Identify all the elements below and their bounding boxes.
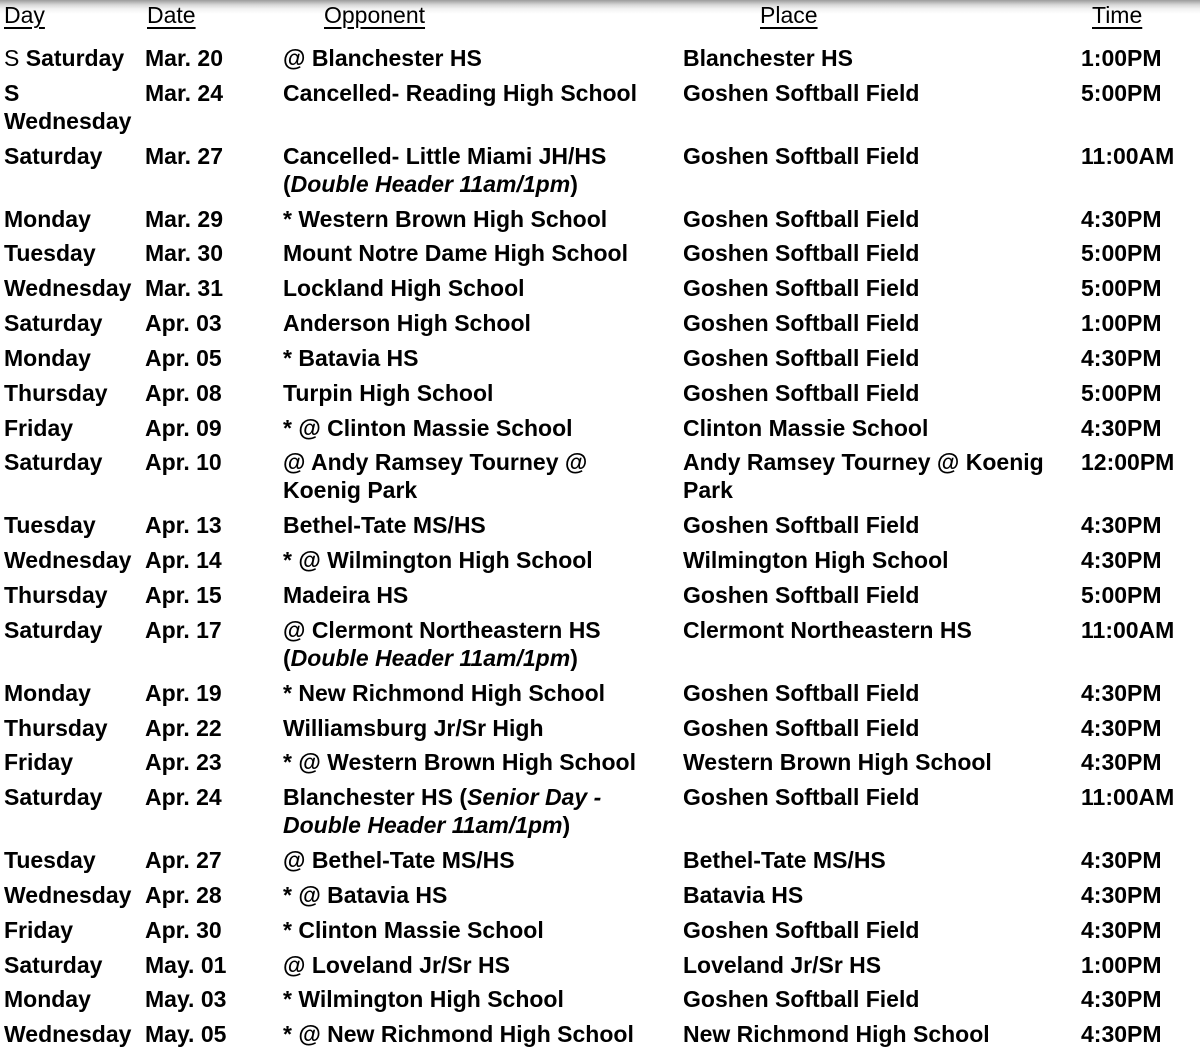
opponent-cell bbox=[283, 414, 683, 442]
date-cell: Apr. 10 bbox=[145, 449, 222, 476]
schedule-row bbox=[4, 239, 1200, 267]
text-run: Double Header 11am/1pm bbox=[290, 644, 571, 671]
text-run: Anderson High School bbox=[283, 310, 531, 337]
text-run: @ Blanchester HS bbox=[283, 45, 482, 71]
date-cell: Apr. 09 bbox=[145, 414, 222, 441]
schedule-row bbox=[4, 44, 1200, 72]
time-cell: 4:30PM bbox=[1081, 547, 1162, 574]
time-cell: 11:00AM bbox=[1081, 784, 1175, 811]
day-cell bbox=[4, 379, 145, 407]
time-cell: 5:00PM bbox=[1081, 379, 1162, 406]
date-cell: Mar. 27 bbox=[145, 142, 223, 169]
time-cell: 4:30PM bbox=[1081, 414, 1162, 441]
text-run: * @ Batavia HS bbox=[283, 881, 448, 908]
schedule-row bbox=[4, 679, 1200, 707]
opponent-cell bbox=[283, 379, 683, 407]
text-run: Double Header 11am/1pm bbox=[290, 170, 571, 197]
place-cell: Clinton Massie School bbox=[683, 414, 929, 441]
time-cell: 4:30PM bbox=[1081, 714, 1162, 741]
place-cell: Andy Ramsey Tourney @ Koenig Park bbox=[683, 449, 1044, 504]
text-run: Friday bbox=[4, 414, 74, 441]
text-run: Saturday bbox=[4, 951, 103, 978]
time-cell: 4:30PM bbox=[1081, 986, 1162, 1013]
day-cell bbox=[4, 679, 145, 707]
place-cell: Goshen Softball Field bbox=[683, 205, 920, 232]
date-cell: Mar. 31 bbox=[145, 275, 223, 302]
schedule-row bbox=[4, 448, 1200, 504]
text-run: ) bbox=[570, 170, 578, 197]
schedule-row bbox=[4, 546, 1200, 574]
schedule-row bbox=[4, 309, 1200, 337]
column-header-time bbox=[1081, 1, 1200, 29]
opponent-cell bbox=[283, 985, 683, 1013]
day-cell bbox=[4, 44, 145, 72]
text-run: Williamsburg Jr/Sr High bbox=[283, 714, 544, 741]
text-run: Wednesday bbox=[4, 275, 132, 302]
column-header-date-label: Date bbox=[147, 2, 196, 28]
place-cell: Goshen Softball Field bbox=[683, 142, 920, 169]
place-cell: Goshen Softball Field bbox=[683, 916, 920, 943]
schedule-row bbox=[4, 783, 1200, 839]
day-cell bbox=[4, 511, 145, 539]
opponent-cell bbox=[283, 142, 683, 198]
date-cell: Apr. 19 bbox=[145, 679, 222, 706]
text-run: S Wednesday bbox=[4, 79, 132, 134]
date-cell: May. 03 bbox=[145, 986, 227, 1013]
opponent-cell bbox=[283, 783, 683, 839]
time-cell: 1:00PM bbox=[1081, 45, 1162, 71]
place-cell: Goshen Softball Field bbox=[683, 714, 920, 741]
text-run: Monday bbox=[4, 986, 91, 1013]
text-run: * @ Western Brown High School bbox=[283, 749, 636, 776]
day-cell bbox=[4, 616, 145, 672]
opponent-cell bbox=[283, 881, 683, 909]
time-cell: 5:00PM bbox=[1081, 275, 1162, 302]
opponent-cell bbox=[283, 916, 683, 944]
text-run: Thursday bbox=[4, 379, 108, 406]
text-run: Thursday bbox=[4, 581, 108, 608]
text-run: * New Richmond High School bbox=[283, 679, 606, 706]
time-cell: 4:30PM bbox=[1081, 749, 1162, 776]
day-cell bbox=[4, 239, 145, 267]
text-run: * Batavia HS bbox=[283, 344, 419, 371]
day-cell bbox=[4, 881, 145, 909]
schedule-row bbox=[4, 951, 1200, 979]
schedule-row bbox=[4, 748, 1200, 776]
text-run: Tuesday bbox=[4, 240, 96, 267]
schedule-row bbox=[4, 581, 1200, 609]
text-run: Monday bbox=[4, 344, 91, 371]
column-header-day bbox=[4, 1, 145, 29]
day-cell bbox=[4, 546, 145, 574]
place-cell: Wilmington High School bbox=[683, 547, 949, 574]
time-cell: 12:00PM bbox=[1081, 449, 1175, 476]
column-header-day-label: Day bbox=[4, 2, 45, 28]
day-cell bbox=[4, 951, 145, 979]
time-cell: 1:00PM bbox=[1081, 951, 1162, 978]
place-cell: Goshen Softball Field bbox=[683, 512, 920, 539]
date-cell: Apr. 13 bbox=[145, 512, 222, 539]
opponent-cell bbox=[283, 616, 683, 672]
day-cell bbox=[4, 714, 145, 742]
column-header-time-label: Time bbox=[1092, 2, 1143, 28]
place-cell: Goshen Softball Field bbox=[683, 310, 920, 337]
place-cell: Batavia HS bbox=[683, 881, 804, 908]
day-cell bbox=[4, 309, 145, 337]
date-cell: Mar. 29 bbox=[145, 205, 223, 232]
place-cell: Goshen Softball Field bbox=[683, 679, 920, 706]
place-cell: Clermont Northeastern HS bbox=[683, 616, 972, 643]
opponent-cell bbox=[283, 714, 683, 742]
place-cell: Goshen Softball Field bbox=[683, 581, 920, 608]
text-run: @ Loveland Jr/Sr HS bbox=[283, 951, 510, 978]
opponent-cell bbox=[283, 581, 683, 609]
time-cell: 4:30PM bbox=[1081, 881, 1162, 908]
schedule-row bbox=[4, 511, 1200, 539]
schedule-row bbox=[4, 142, 1200, 198]
text-run: Mount Notre Dame High School bbox=[283, 240, 628, 267]
schedule-row bbox=[4, 344, 1200, 372]
text-run: * Wilmington High School bbox=[283, 986, 564, 1013]
date-cell: Mar. 24 bbox=[145, 79, 223, 106]
time-cell: 5:00PM bbox=[1081, 79, 1162, 106]
column-header-opponent-label: Opponent bbox=[324, 2, 426, 28]
date-cell: Apr. 05 bbox=[145, 344, 222, 371]
opponent-cell bbox=[283, 748, 683, 776]
text-run: Saturday bbox=[4, 616, 103, 643]
schedule-row bbox=[4, 205, 1200, 233]
text-run: S bbox=[4, 45, 26, 71]
schedule-row bbox=[4, 379, 1200, 407]
date-cell: May. 01 bbox=[145, 951, 227, 978]
column-header-place bbox=[683, 1, 1081, 29]
column-header-opponent bbox=[283, 1, 683, 29]
text-run: @ Andy Ramsey Tourney @ Koenig Park bbox=[283, 449, 588, 504]
opponent-cell bbox=[283, 511, 683, 539]
schedule-row bbox=[4, 274, 1200, 302]
text-run: Saturday bbox=[25, 45, 125, 71]
text-run: Saturday bbox=[4, 310, 103, 337]
text-run: @ Bethel-Tate MS/HS bbox=[283, 847, 515, 874]
date-cell: Apr. 14 bbox=[145, 547, 222, 574]
text-run: * @ Clinton Massie School bbox=[283, 414, 573, 441]
schedule-row bbox=[4, 1020, 1200, 1048]
text-run: Turpin High School bbox=[283, 379, 494, 406]
date-cell: May. 05 bbox=[145, 1021, 227, 1048]
text-run: Tuesday bbox=[4, 847, 96, 874]
time-cell: 4:30PM bbox=[1081, 679, 1162, 706]
schedule-row bbox=[4, 916, 1200, 944]
opponent-cell bbox=[283, 679, 683, 707]
schedule-row bbox=[4, 881, 1200, 909]
day-cell bbox=[4, 344, 145, 372]
opponent-cell bbox=[283, 546, 683, 574]
date-cell: Mar. 20 bbox=[145, 45, 223, 71]
place-cell: Western Brown High School bbox=[683, 749, 992, 776]
time-cell: 4:30PM bbox=[1081, 847, 1162, 874]
text-run: @ Clermont Northeastern HS ( bbox=[283, 616, 601, 671]
text-run: Friday bbox=[4, 749, 74, 776]
place-cell: Goshen Softball Field bbox=[683, 784, 920, 811]
column-header-place-label: Place bbox=[760, 2, 818, 28]
day-cell bbox=[4, 448, 145, 504]
time-cell: 4:30PM bbox=[1081, 512, 1162, 539]
text-run: Cancelled- Little Miami JH/HS ( bbox=[283, 142, 607, 197]
opponent-cell bbox=[283, 846, 683, 874]
time-cell: 1:00PM bbox=[1081, 310, 1162, 337]
opponent-cell bbox=[283, 448, 683, 504]
opponent-cell bbox=[283, 44, 683, 72]
place-cell: New Richmond High School bbox=[683, 1021, 990, 1048]
opponent-cell bbox=[283, 344, 683, 372]
date-cell: Apr. 24 bbox=[145, 784, 222, 811]
text-run: * @ Wilmington High School bbox=[283, 547, 593, 574]
text-run: Wednesday bbox=[4, 881, 132, 908]
opponent-cell bbox=[283, 239, 683, 267]
place-cell: Goshen Softball Field bbox=[683, 79, 920, 106]
day-cell bbox=[4, 581, 145, 609]
day-cell bbox=[4, 846, 145, 874]
place-cell: Loveland Jr/Sr HS bbox=[683, 951, 882, 978]
text-run: Thursday bbox=[4, 714, 108, 741]
text-run: Saturday bbox=[4, 449, 103, 476]
schedule-row bbox=[4, 714, 1200, 742]
text-run: Lockland High School bbox=[283, 275, 525, 302]
text-run: Senior Day - Double Header 11am/1pm bbox=[283, 784, 602, 839]
day-cell bbox=[4, 1020, 145, 1048]
place-cell: Blanchester HS bbox=[683, 45, 854, 71]
day-cell bbox=[4, 205, 145, 233]
text-run: Bethel-Tate MS/HS bbox=[283, 512, 486, 539]
text-run: Saturday bbox=[4, 142, 103, 169]
text-run: Monday bbox=[4, 205, 91, 232]
text-run: Tuesday bbox=[4, 512, 96, 539]
schedule-row bbox=[4, 414, 1200, 442]
date-cell: Apr. 27 bbox=[145, 847, 222, 874]
text-run: ) bbox=[562, 812, 571, 839]
text-run: Blanchester HS ( bbox=[283, 784, 468, 811]
opponent-cell bbox=[283, 1020, 683, 1048]
time-cell: 5:00PM bbox=[1081, 240, 1162, 267]
day-cell bbox=[4, 274, 145, 302]
place-cell: Goshen Softball Field bbox=[683, 379, 920, 406]
date-cell: Mar. 30 bbox=[145, 240, 223, 267]
text-run: ) bbox=[570, 644, 578, 671]
date-cell: Apr. 17 bbox=[145, 616, 222, 643]
schedule-rows bbox=[4, 44, 1200, 1048]
schedule-row bbox=[4, 616, 1200, 672]
day-cell bbox=[4, 142, 145, 198]
opponent-cell bbox=[283, 205, 683, 233]
time-cell: 11:00AM bbox=[1081, 142, 1175, 169]
opponent-cell bbox=[283, 274, 683, 302]
schedule-row bbox=[4, 985, 1200, 1013]
opponent-cell bbox=[283, 79, 683, 135]
place-cell: Goshen Softball Field bbox=[683, 344, 920, 371]
day-cell bbox=[4, 916, 145, 944]
time-cell: 5:00PM bbox=[1081, 581, 1162, 608]
place-cell: Goshen Softball Field bbox=[683, 986, 920, 1013]
text-run: Cancelled- Reading High School bbox=[283, 79, 637, 106]
time-cell: 4:30PM bbox=[1081, 205, 1162, 232]
text-run: Saturday bbox=[4, 784, 103, 811]
schedule-header-row bbox=[4, 1, 1200, 29]
text-run: Madeira HS bbox=[283, 581, 409, 608]
opponent-cell bbox=[283, 951, 683, 979]
day-cell bbox=[4, 985, 145, 1013]
text-run: Friday bbox=[4, 916, 74, 943]
schedule-row bbox=[4, 79, 1200, 135]
date-cell: Apr. 23 bbox=[145, 749, 222, 776]
date-cell: Apr. 15 bbox=[145, 581, 222, 608]
date-cell: Apr. 22 bbox=[145, 714, 222, 741]
place-cell: Bethel-Tate MS/HS bbox=[683, 847, 886, 874]
column-header-date bbox=[145, 1, 283, 29]
place-cell: Goshen Softball Field bbox=[683, 240, 920, 267]
text-run: Monday bbox=[4, 679, 91, 706]
time-cell: 4:30PM bbox=[1081, 916, 1162, 943]
schedule-row bbox=[4, 846, 1200, 874]
time-cell: 11:00AM bbox=[1081, 616, 1175, 643]
date-cell: Apr. 03 bbox=[145, 310, 222, 337]
day-cell bbox=[4, 783, 145, 839]
day-cell bbox=[4, 414, 145, 442]
text-run: Wednesday bbox=[4, 1021, 132, 1048]
text-run: * Clinton Massie School bbox=[283, 916, 544, 943]
time-cell: 4:30PM bbox=[1081, 344, 1162, 371]
text-run: Wednesday bbox=[4, 547, 132, 574]
date-cell: Apr. 30 bbox=[145, 916, 222, 943]
day-cell bbox=[4, 79, 145, 135]
time-cell: 4:30PM bbox=[1081, 1021, 1162, 1048]
text-run: * @ New Richmond High School bbox=[283, 1021, 634, 1048]
day-cell bbox=[4, 748, 145, 776]
date-cell: Apr. 28 bbox=[145, 881, 222, 908]
date-cell: Apr. 08 bbox=[145, 379, 222, 406]
opponent-cell bbox=[283, 309, 683, 337]
place-cell: Goshen Softball Field bbox=[683, 275, 920, 302]
text-run: * Western Brown High School bbox=[283, 205, 608, 232]
